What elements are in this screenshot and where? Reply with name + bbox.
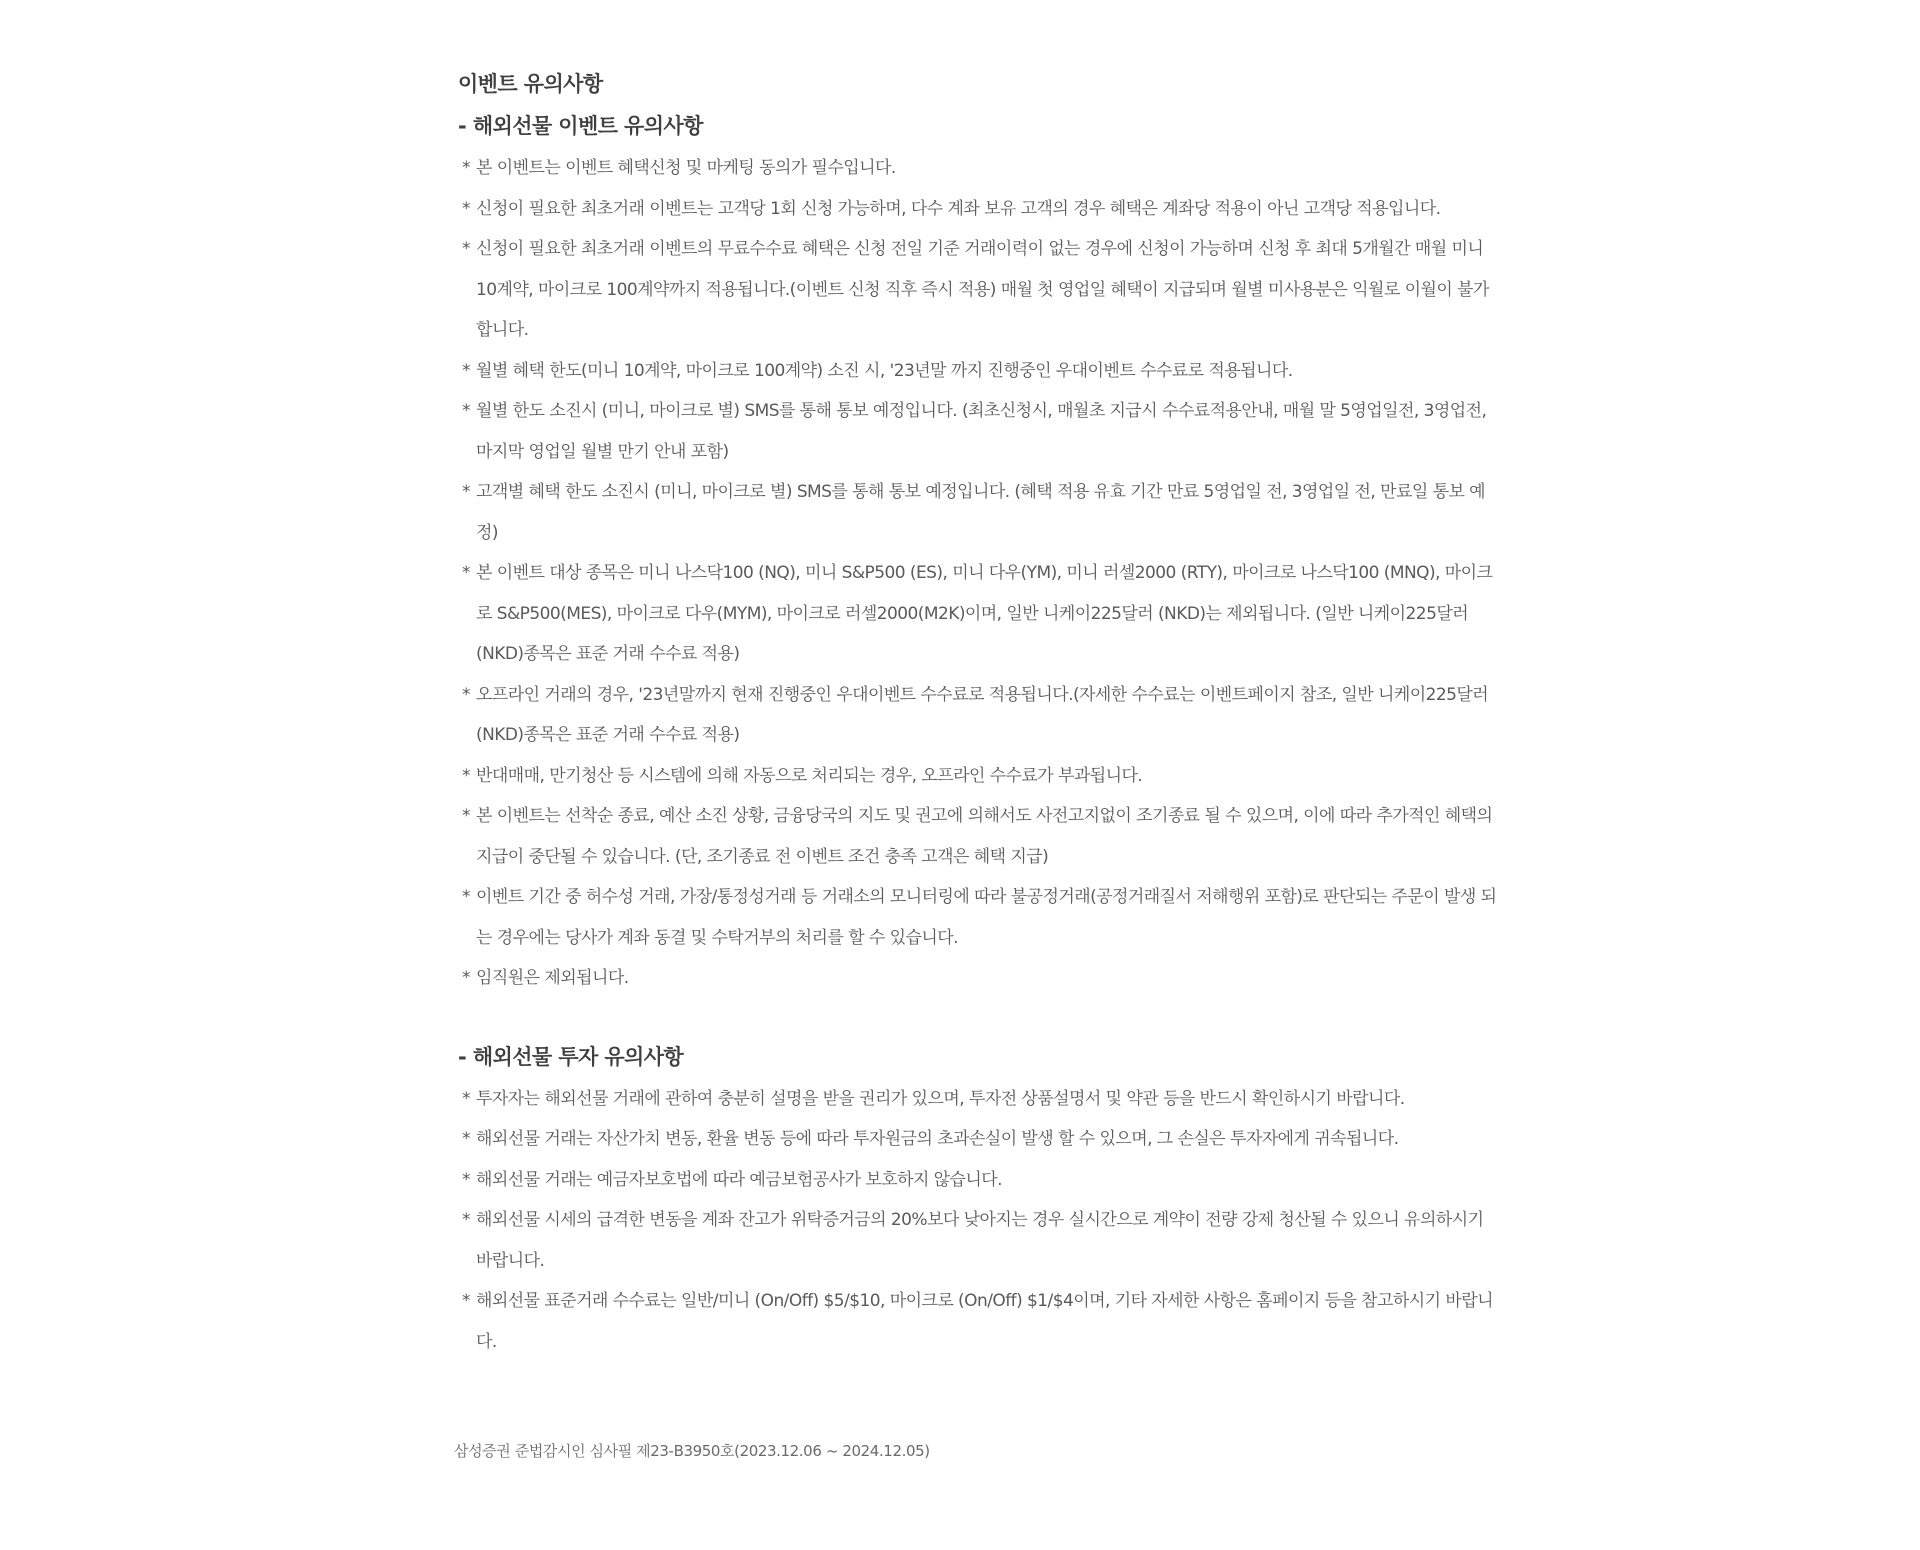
list-item-text: 투자자는 해외선물 거래에 관하여 충분히 설명을 받을 권리가 있으며, 투자전 상품설명서 및 약관 등을 반드시 확인하시기 바랍니다.	[476, 1088, 1405, 1109]
list-item	[458, 553, 1498, 675]
bullet-marker: *	[462, 684, 470, 705]
list-item	[458, 958, 1498, 999]
list-item	[458, 1281, 1498, 1362]
section-title-event-notice: - 해외선물 이벤트 유의사항	[458, 114, 703, 138]
list-item-text: 고객별 혜택 한도 소진시 (미니, 마이크로 별) SMS를 통해 통보 예정입니다. (혜택 적용 유효 기간 만료 5영업일 전, 3영업일 전, 만료일 통보 예정)	[476, 482, 1486, 543]
list-item	[458, 229, 1498, 351]
list-item	[458, 472, 1498, 553]
list-item-text: 임직원은 제외됩니다.	[476, 968, 629, 988]
bullet-marker: *	[462, 765, 470, 786]
compliance-footer: 삼성증권 준법감시인 심사필 제23-B3950호(2023.12.06 ~ 2024.12.05)	[454, 1442, 930, 1460]
list-item	[458, 877, 1498, 958]
bullet-marker: *	[462, 158, 470, 178]
section-title-investment-notice: - 해외선물 투자 유의사항	[458, 1044, 684, 1069]
list-item	[458, 1079, 1498, 1120]
list-item-text: 월별 혜택 한도(미니 10계약, 마이크로 100계약) 소진 시, '23년말 까지 진행중인 우대이벤트 수수료로 적용됩니다.	[476, 360, 1293, 381]
list-item	[458, 1119, 1498, 1160]
list-item-text: 해외선물 거래는 자산가치 변동, 환율 변동 등에 따라 투자원금의 초과손실이 발생 할 수 있으며, 그 손실은 투자자에게 귀속됩니다.	[476, 1129, 1399, 1149]
list-item-text: 해외선물 표준거래 수수료는 일반/미니 (On/Off) $5/$10, 마이크로 (On/Off) $1/$4이며, 기타 자세한 사항은 홈페이지 등을 참고하시기 바랍니다.	[476, 1291, 1494, 1352]
event-notice-list	[458, 148, 1498, 999]
list-item	[458, 675, 1498, 756]
list-item-text: 해외선물 시세의 급격한 변동을 계좌 잔고가 위탁증거금의 20%보다 낮아지는 경우 실시간으로 계약이 전량 강제 청산될 수 있으니 유의하시기 바랍니다.	[476, 1210, 1484, 1271]
list-item	[458, 148, 1498, 189]
list-item-text: 월별 한도 소진시 (미니, 마이크로 별) SMS를 통해 통보 예정입니다. (최초신청시, 매월초 지급시 수수료적용안내, 매월 말 5영업일전, 3영업전, 마지막 영업일 월별 만기 안내 포함)	[476, 401, 1487, 462]
bullet-marker: *	[462, 1169, 470, 1190]
list-item	[458, 1160, 1498, 1201]
bullet-marker: *	[462, 968, 470, 988]
list-item-text: 오프라인 거래의 경우, '23년말까지 현재 진행중인 우대이벤트 수수료로 적용됩니다.(자세한 수수료는 이벤트페이지 참조, 일반 니케이225달러 (NKD)종목은 표준 거래 수수료 적용)	[476, 684, 1489, 745]
list-item	[458, 391, 1498, 472]
list-item	[458, 189, 1498, 230]
list-item-text: 본 이벤트는 선착순 종료, 예산 소진 상황, 금융당국의 지도 및 권고에 의해서도 사전고지없이 조기종료 될 수 있으며, 이에 따라 추가적인 혜택의 지급이 중단될 수 있습니다. (단, 조기종료 전 이벤트 조건 충족 고객은 혜택 지급)	[476, 806, 1493, 867]
page-title: 이벤트 유의사항	[458, 72, 603, 96]
list-item	[458, 1200, 1498, 1281]
list-item	[458, 756, 1498, 797]
bullet-marker: *	[462, 887, 470, 907]
bullet-marker: *	[462, 239, 470, 259]
bullet-marker: *	[462, 1088, 470, 1109]
list-item	[458, 796, 1498, 877]
bullet-marker: *	[462, 401, 470, 421]
investment-notice-list	[458, 1079, 1498, 1363]
list-item-text: 이벤트 기간 중 허수성 거래, 가장/통정성거래 등 거래소의 모니터링에 따라 불공정거래(공정거래질서 저해행위 포함)로 판단되는 주문이 발생 되는 경우에는 당사가 계좌 동결 및 수탁거부의 처리를 할 수 있습니다.	[476, 887, 1497, 948]
list-item-text: 반대매매, 만기청산 등 시스템에 의해 자동으로 처리되는 경우, 오프라인 수수료가 부과됩니다.	[476, 765, 1143, 786]
list-item-text: 신청이 필요한 최초거래 이벤트는 고객당 1회 신청 가능하며, 다수 계좌 보유 고객의 경우 혜택은 계좌당 적용이 아닌 고객당 적용입니다.	[476, 198, 1441, 219]
bullet-marker: *	[462, 1210, 470, 1230]
bullet-marker: *	[462, 198, 470, 219]
list-item	[458, 351, 1498, 392]
list-item-text: 본 이벤트 대상 종목은 미니 나스닥100 (NQ), 미니 S&P500 (ES), 미니 다우(YM), 미니 러셀2000 (RTY), 마이크로 나스닥100 (MNQ), 마이크로 S&P500(MES), 마이크로 다우(MYM), 마이크로 러셀2000(M2K)이며, 일반 니케이225달러 (NKD)는 제외됩니다. (일반 니케이225달러 (NKD)종목은 표준 거래 수수료 적용)	[476, 563, 1493, 664]
bullet-marker: *	[462, 360, 470, 381]
bullet-marker: *	[462, 1129, 470, 1149]
list-item-text: 신청이 필요한 최초거래 이벤트의 무료수수료 혜택은 신청 전일 기준 거래이력이 없는 경우에 신청이 가능하며 신청 후 최대 5개월간 매월 미니 10계약, 마이크로 100계약까지 적용됩니다.(이벤트 신청 직후 즉시 적용) 매월 첫 영업일 혜택이 지급되며 월별 미사용분은 익월로 이월이 불가합니다.	[476, 239, 1489, 340]
list-item-text: 본 이벤트는 이벤트 혜택신청 및 마케팅 동의가 필수입니다.	[476, 158, 896, 178]
bullet-marker: *	[462, 482, 470, 502]
bullet-marker: *	[462, 806, 470, 826]
event-notice	[458, 0, 1498, 1362]
bullet-marker: *	[462, 563, 470, 583]
list-item-text: 해외선물 거래는 예금자보호법에 따라 예금보험공사가 보호하지 않습니다.	[476, 1169, 1003, 1190]
bullet-marker: *	[462, 1291, 470, 1311]
